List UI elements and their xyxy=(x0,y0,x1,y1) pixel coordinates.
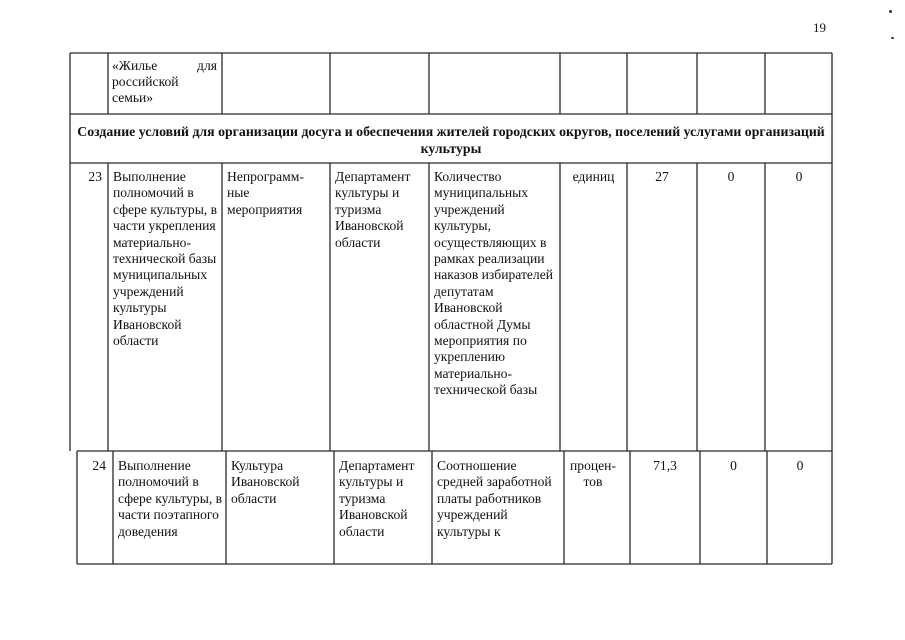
measure-name: Выполнение полномочий в сфере культуры, в части укрепления материально-технической базы муниципальных учреждений культуры Ивановской области xyxy=(113,169,218,349)
value-2: 0 xyxy=(727,169,735,184)
indicator: Количество муниципальных учреждений культуры, осуществляющих в рамках реализации наказов избирателей депутатам Ивановской областной Думы мероприятия по укреплению материально-технической базы xyxy=(434,169,554,398)
executor: Департамент культуры и туризма Ивановской области xyxy=(339,458,415,539)
program-name: Культура Ивановской области xyxy=(231,458,300,506)
program-name: Непрограмм-ные мероприятия xyxy=(227,169,304,217)
section-heading: Создание условий для организации досуга и обеспечения жителей городских округов, поселений услугами организаций культуры xyxy=(77,124,825,156)
unit: процен-тов xyxy=(570,458,616,490)
continued-row-name-rest: российской семьи» xyxy=(112,74,179,106)
indicator: Соотношение средней заработной платы работников учреждений культуры к xyxy=(437,458,552,539)
row-number: 24 xyxy=(92,458,106,473)
value-1: 27 xyxy=(655,169,669,184)
row-number: 23 xyxy=(88,169,102,184)
page-number: 19 xyxy=(813,20,826,35)
value-3: 0 xyxy=(795,169,803,184)
measure-name: Выполнение полномочий в сфере культуры, в части поэтапного доведения xyxy=(118,458,223,539)
value-2: 0 xyxy=(730,458,737,473)
value-3: 0 xyxy=(796,458,804,473)
value-1: 71,3 xyxy=(653,458,677,473)
executor: Департамент культуры и туризма Ивановской области xyxy=(335,169,411,250)
unit: единиц xyxy=(572,169,615,184)
continued-row-name-line1: «Жилье для xyxy=(112,58,217,73)
